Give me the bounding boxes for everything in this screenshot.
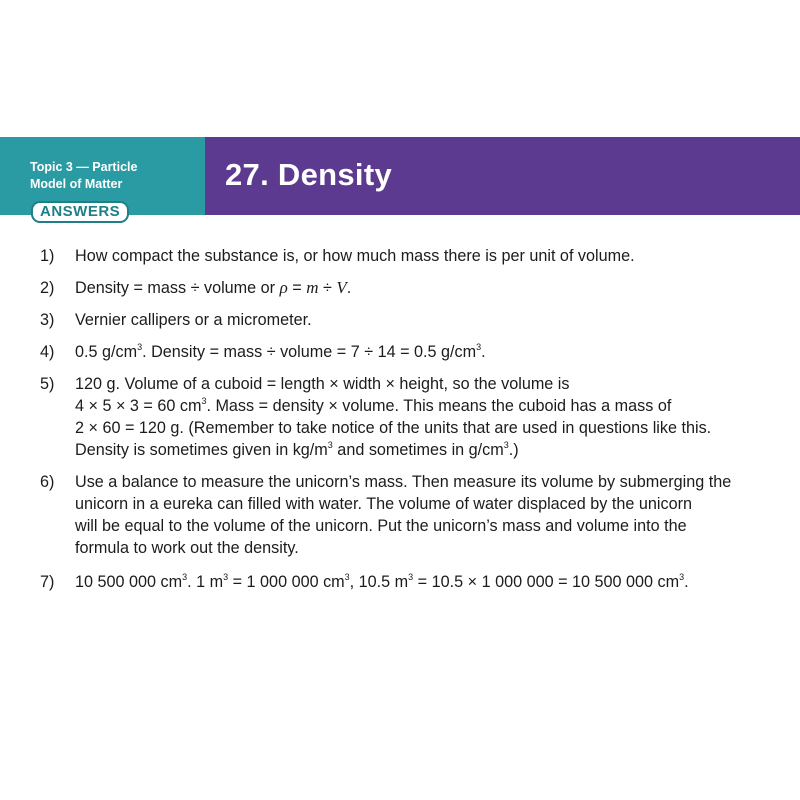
answer-number: 4) [40,343,55,361]
answer-6-line-3: will be equal to the volume of the unicorn. Put the unicorn’s mass and volume into the [75,517,687,535]
answer-1-line-1: How compact the substance is, or how much mass there is per unit of volume. [75,247,635,265]
answer-4-line-1: 0.5 $g/cm^3$. Density = mass ÷ volume = 7 ÷ 14 = 0.5 $g/cm^3$. [75,342,486,361]
answer-5-line-2: 4 × 5 × 3 = 60 $cm^3$. Mass = density × volume. This means the cuboid has a mass of [75,396,672,415]
page-title: 27. Density [225,157,392,192]
answer-6-line-4: formula to work out the density. [75,539,299,557]
answer-number: 7) [40,573,55,591]
answer-6-line-2: unicorn in a eureka can filled with water. The volume of water displaced by the unicorn [75,495,692,513]
title-panel [205,137,800,215]
answer-3-line-1: Vernier callipers or a micrometer. [75,311,312,329]
answer-number: 1) [40,247,55,265]
answer-5-line-3: 2 × 60 = 120 g. (Remember to take notice of the units that are used in questions like this. [75,419,712,437]
answer-number: 6) [40,473,55,491]
topic-line-1: Topic 3 — Particle [30,160,138,174]
answers-badge: ANSWERS [31,201,129,223]
answer-5-line-4: Density is sometimes given in $kg/m^3$ and sometimes in $g/cm^3$.) [75,440,519,459]
answer-7-line-1: 10 500 000 $cm^3$. 1 $m^3 = 1$ 000 000 $cm^3$, 10.5 $m^3 = 10.5 \times 1$ 000 000 = 10 500 000 $cm^3$. [75,572,689,591]
answer-2-line-1: Density = mass ÷ volume or ρ = m ÷ V. [75,278,352,297]
topic-label [30,159,200,193]
topic-panel [0,137,205,220]
page-header [0,137,800,220]
answer-5-line-1: 120 g. Volume of a cuboid = length × width × height, so the volume is [75,375,570,393]
answer-number: 5) [40,375,55,393]
answer-6-line-1: Use a balance to measure the unicorn’s mass. Then measure its volume by submerging the [75,473,732,491]
answer-number: 3) [40,311,55,329]
answer-number: 2) [40,279,55,297]
topic-line-2: Model of Matter [30,177,123,191]
